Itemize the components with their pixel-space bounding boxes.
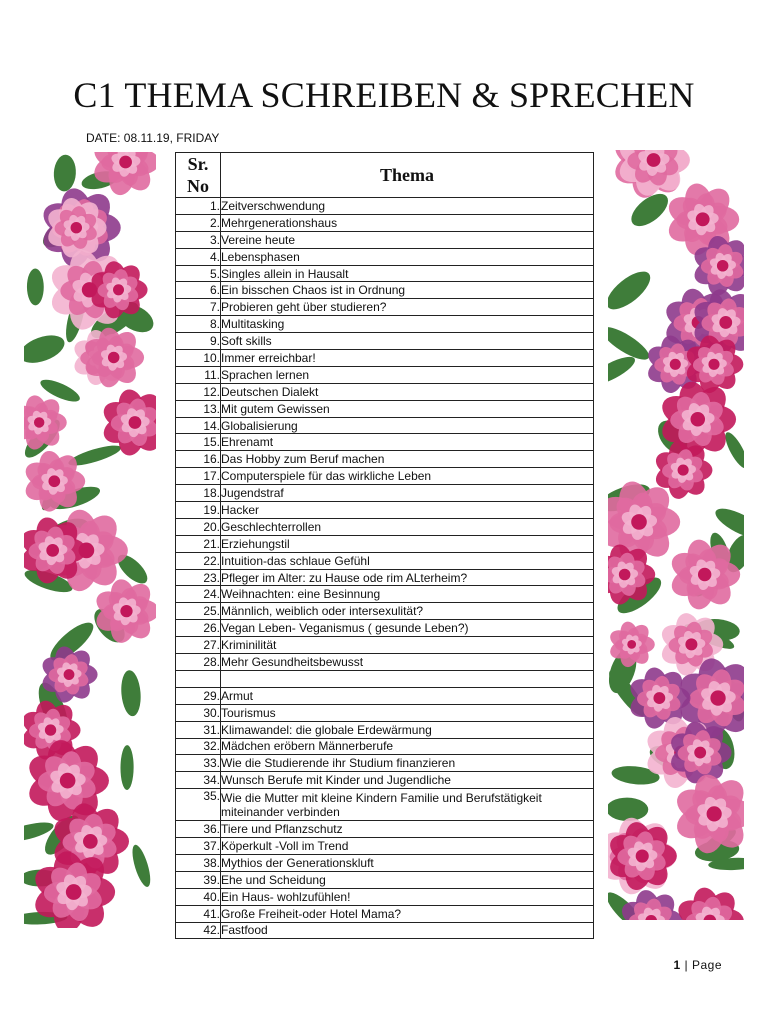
table-row [176,535,594,552]
table-row [176,518,594,535]
table-row [176,654,594,671]
row-number: 20. [176,518,221,535]
page-label: | Page [684,958,722,972]
header-sr-no [176,153,221,198]
row-number: 17. [176,468,221,485]
floral-border-left-image [24,152,156,928]
row-number: 18. [176,485,221,502]
row-number: 31. [176,721,221,738]
row-number: 13. [176,400,221,417]
row-topic: Wunsch Berufe mit Kinder und Jugendliche [221,772,594,789]
header-sr-label: Sr. [187,154,209,174]
flower-shape [674,885,744,920]
row-number: 21. [176,535,221,552]
header-thema: Thema [221,153,594,198]
row-topic: Armut [221,687,594,704]
date-line: DATE: 08.11.19, FRIDAY [86,131,220,145]
table-row [176,687,594,704]
row-number: 37. [176,838,221,855]
row-topic: Weihnachten: eine Besinnung [221,586,594,603]
table-row [176,485,594,502]
row-topic: Tiere und Pflanzschutz [221,821,594,838]
table-row [176,854,594,871]
flower-shape [90,152,156,198]
row-number: 6. [176,282,221,299]
row-topic: Mehr Gesundheitsbewusst [221,654,594,671]
row-topic: Mehrgenerationshaus [221,214,594,231]
table-row [176,772,594,789]
row-number: 23. [176,569,221,586]
leaf-shape [608,797,648,821]
row-number: 4. [176,248,221,265]
row-number: 1. [176,198,221,215]
row-number: 24. [176,586,221,603]
row-topic: Ein bisschen Chaos ist in Ordnung [221,282,594,299]
table-row [176,871,594,888]
row-topic: Männlich, weiblich oder intersexulität? [221,603,594,620]
table-row [176,552,594,569]
table-row [176,738,594,755]
table-row [176,198,594,215]
row-number: 3. [176,231,221,248]
table-row [176,721,594,738]
row-number: 42. [176,922,221,939]
row-number: 41. [176,905,221,922]
header-no-label: No [187,176,209,196]
row-number: 16. [176,451,221,468]
leaf-shape [27,268,44,305]
flower-shape [615,150,690,199]
leaf-shape [24,330,68,368]
row-topic: Große Freiheit-oder Hotel Mama? [221,905,594,922]
row-topic: Vegan Leben- Veganismus ( gesunde Leben?) [221,620,594,637]
flower-shape [667,537,740,612]
row-topic: Ehe und Scheidung [221,871,594,888]
row-topic: Mit gutem Gewissen [221,400,594,417]
table-row [176,282,594,299]
row-topic: Wie die Mutter mit kleine Kindern Familie und Berufstätigkeit miteinander verbinden [221,789,594,821]
row-topic: Erziehungstil [221,535,594,552]
row-number: 32. [176,738,221,755]
row-number: 8. [176,316,221,333]
row-topic: Deutschen Dialekt [221,383,594,400]
row-topic: Das Hobby zum Beruf machen [221,451,594,468]
leaf-shape [129,843,154,889]
table-row [176,366,594,383]
row-topic: Fastfood [221,922,594,939]
row-topic: Intuition-das schlaue Gefühl [221,552,594,569]
table-row [176,637,594,654]
flower-shape [24,393,67,451]
row-number: 40. [176,888,221,905]
row-number: 2. [176,214,221,231]
row-number: 10. [176,350,221,367]
row-number: 33. [176,755,221,772]
row-topic: Mythios der Generationskluft [221,854,594,871]
row-topic: Globalisierung [221,417,594,434]
row-topic: Computerspiele für das wirkliche Leben [221,468,594,485]
row-number: 36. [176,821,221,838]
row-number: 12. [176,383,221,400]
table-row [176,922,594,939]
table-row [176,299,594,316]
row-topic: Jugendstraf [221,485,594,502]
row-number: 14. [176,417,221,434]
row-topic: Soft skills [221,333,594,350]
row-number [176,670,221,687]
row-topic: Klimawandel: die globale Erdewärmung [221,721,594,738]
row-topic: Köperkult -Voll im Trend [221,838,594,855]
row-topic: Sprachen lernen [221,366,594,383]
leaf-shape [608,352,638,390]
row-topic: Probieren geht über studieren? [221,299,594,316]
row-topic: Zeitverschwendung [221,198,594,215]
row-number: 29. [176,687,221,704]
row-number: 30. [176,704,221,721]
row-number: 5. [176,265,221,282]
leaf-shape [120,669,143,716]
row-topic: Pfleger im Alter: zu Hause ode rim ALterheim? [221,569,594,586]
row-number: 22. [176,552,221,569]
row-topic: Singles allein in Hausalt [221,265,594,282]
row-topic: Hacker [221,502,594,519]
row-number: 27. [176,637,221,654]
row-number: 9. [176,333,221,350]
row-number: 15. [176,434,221,451]
table-row [176,333,594,350]
row-number: 7. [176,299,221,316]
row-topic: Lebensphasen [221,248,594,265]
table-row [176,569,594,586]
leaf-shape [120,745,133,790]
table-row [176,231,594,248]
table-row [176,586,594,603]
row-topic: Tourismus [221,704,594,721]
row-topic: Ein Haus- wohlzufühlen! [221,888,594,905]
leaf-shape [53,154,77,192]
leaf-shape [38,375,83,405]
row-number: 35. [176,789,221,821]
flower-shape [608,819,677,892]
table-row [176,755,594,772]
table-row [176,350,594,367]
page-title: C1 THEMA SCHREIBEN & SPRECHEN [73,75,695,115]
row-number: 19. [176,502,221,519]
row-number: 34. [176,772,221,789]
table-row [176,670,594,687]
leaf-shape [608,265,656,316]
table-row [176,789,594,821]
row-topic: Mädchen eröbern Männerberufe [221,738,594,755]
table-row [176,603,594,620]
table-row [176,502,594,519]
table-row [176,248,594,265]
row-topic: Kriminilität [221,637,594,654]
floral-border-right-image [608,150,744,920]
table-row [176,214,594,231]
table-row [176,417,594,434]
table-row [176,265,594,282]
row-topic [221,670,594,687]
row-topic: Geschlechterrollen [221,518,594,535]
table-row [176,434,594,451]
row-topic: Immer erreichbar! [221,350,594,367]
page-footer [673,958,722,972]
table-row [176,620,594,637]
topics-table [175,152,594,939]
row-number: 26. [176,620,221,637]
table-row [176,704,594,721]
row-number: 38. [176,854,221,871]
row-number: 39. [176,871,221,888]
row-topic: Multitasking [221,316,594,333]
table-row [176,905,594,922]
row-number: 28. [176,654,221,671]
flower-shape [92,577,156,645]
row-topic: Vereine heute [221,231,594,248]
table-row [176,821,594,838]
row-number: 25. [176,603,221,620]
table-row [176,316,594,333]
table-header-row [176,153,594,198]
table-row [176,468,594,485]
row-topic: Wie die Studierende ihr Studium finanzieren [221,755,594,772]
table-row [176,888,594,905]
table-row [176,383,594,400]
page-number: 1 [673,958,681,972]
table-row [176,400,594,417]
row-topic: Ehrenamt [221,434,594,451]
table-row [176,451,594,468]
table-row [176,838,594,855]
row-number: 11. [176,366,221,383]
